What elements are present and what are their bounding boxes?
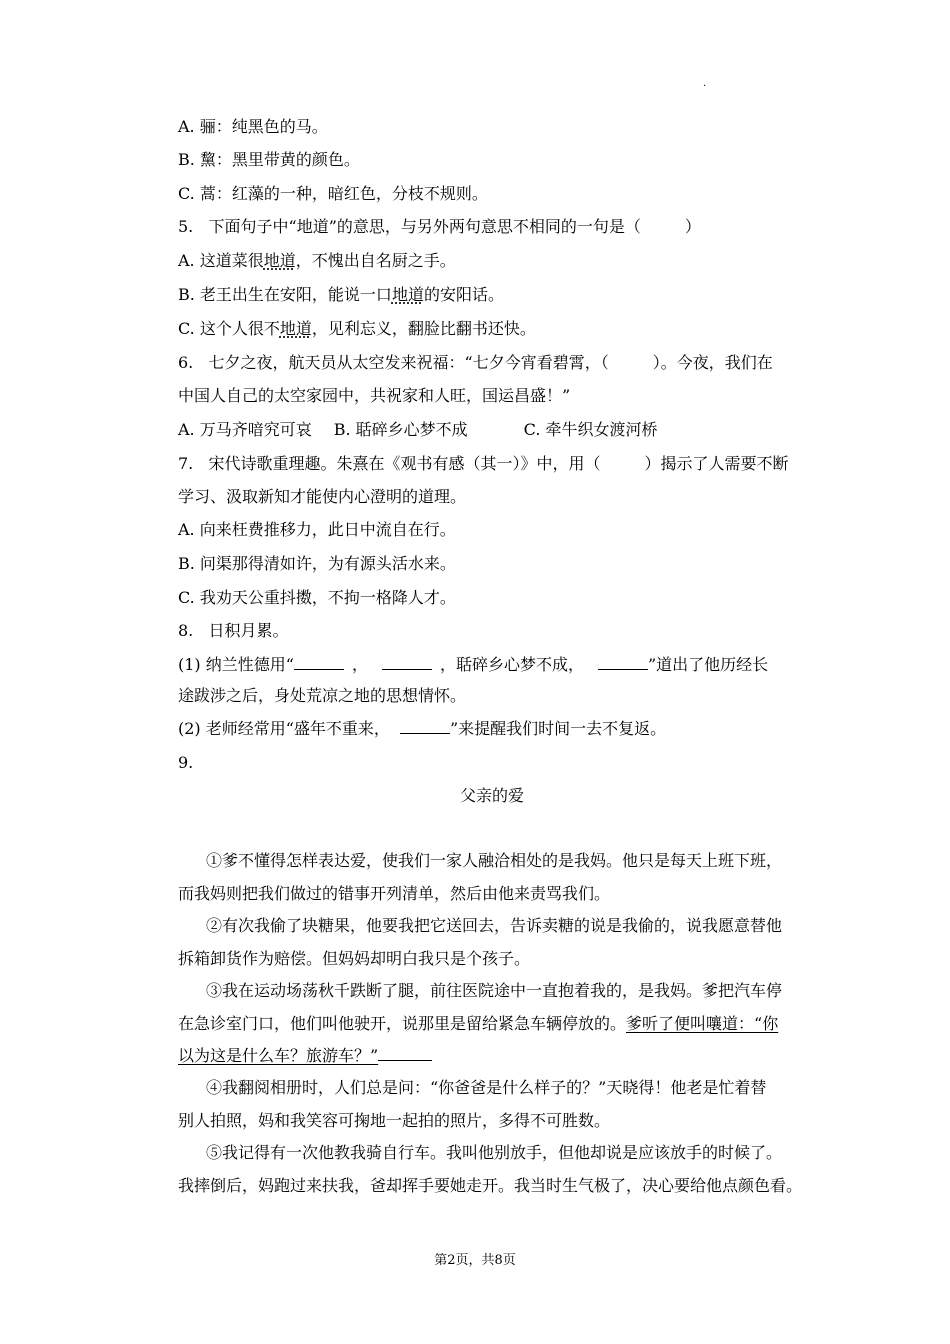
q5-option-a	[178, 251, 456, 271]
q8-p1-d: ”道出了他历经长	[647, 655, 769, 674]
q6-line1-b: ）。今夜，我们在	[652, 353, 773, 372]
header-dot: .	[703, 78, 707, 89]
q5-option-b	[178, 285, 504, 305]
passage-p5-line2: 我摔倒后，妈跑过来扶我，爸却挥手要她走开。我当时生气极了，决心要给他点颜色看。	[178, 1176, 803, 1195]
q5-a-pre: A. 这道菜很	[178, 251, 264, 270]
q6-stem-line1	[178, 353, 773, 373]
q6-options	[178, 420, 658, 440]
q6-option-c: C. 牵牛织女渡河桥	[523, 420, 658, 439]
fill-blank-1[interactable]	[294, 655, 344, 670]
q7-option-a: A. 向来枉费推移力，此日中流自在行。	[178, 520, 456, 539]
q5-b-pre: B. 老王出生在安阳，能说一口	[178, 285, 392, 304]
fill-blank-4[interactable]	[400, 719, 450, 734]
q4-option-c: C. 蒿：红藻的一种，暗红色，分枝不规则。	[178, 184, 488, 203]
fill-blank-2[interactable]	[382, 655, 432, 670]
q8-part2	[178, 719, 666, 739]
q8-p1-b: ，	[351, 655, 368, 674]
passage-p3-underlined-1: 爹听了便叫嚷道：“你	[626, 1014, 779, 1033]
q7-line1-a: 7. 宋代诗歌重理趣。朱熹在《观书有感（其一）》中，用（	[178, 454, 601, 473]
q5-b-post: 的安阳话。	[423, 285, 504, 304]
q7-option-c: C. 我劝天公重抖擞，不拘一格降人才。	[178, 588, 456, 607]
q5-c-pre: C. 这个人很不	[178, 319, 280, 338]
page-footer: 第2页，共8页	[434, 1253, 516, 1268]
passage-p5-line1: ⑤我记得有一次他教我骑自行车。我叫他别放手，但他却说是应该放手的时候了。	[206, 1143, 783, 1162]
q8-part1-line1	[178, 655, 768, 675]
passage-p1-line2: 而我妈则把我们做过的错事开列清单，然后由他来责骂我们。	[178, 884, 611, 903]
passage-p3-line2-text: 在急诊室门口，他们叫他驶开，说那里是留给紧急车辆停放的。	[178, 1014, 627, 1033]
q6-option-a: A. 万马齐喑究可哀	[178, 420, 312, 439]
passage-p1-line1: ①爹不懂得怎样表达爱，使我们一家人融洽相处的是我妈。他只是每天上班下班，	[206, 851, 783, 870]
q5-b-word: 地道	[391, 285, 424, 304]
q5-a-post: ，不愧出自名厨之手。	[295, 251, 456, 270]
passage-p2-line1: ②有次我偷了块糖果，他要我把它送回去，告诉卖糖的说是我偷的，说我愿意替他	[206, 916, 783, 935]
passage-p3-underlined-2: 以为这是什么车？旅游车？”	[178, 1046, 379, 1065]
q5-stem-end: ）	[684, 217, 701, 236]
q8-p1-c: ，聒碎乡心梦不成，	[439, 655, 584, 674]
passage-p3-line1: ③我在运动场荡秋千跌断了腿，前往医院途中一直抱着我的，是我妈。爹把汽车停	[206, 981, 783, 1000]
q5-stem	[178, 217, 701, 237]
passage-p3-line2	[178, 1014, 778, 1034]
q8-part1-line2: 途跋涉之后，身处荒凉之地的思想情怀。	[178, 686, 467, 705]
q7-option-b: B. 问渠那得清如许，为有源头活水来。	[178, 554, 456, 573]
passage-title: 父亲的爱	[459, 786, 524, 805]
q5-c-word: 地道	[279, 319, 312, 338]
fill-blank-3[interactable]	[598, 655, 648, 670]
passage-p2-line2: 拆箱卸货作为赔偿。但妈妈却明白我只是个孩子。	[178, 949, 531, 968]
passage-p4-line2: 别人拍照，妈和我笑容可掬地一起拍的照片，多得不可胜数。	[178, 1111, 611, 1130]
q5-c-post: ，见利忘义，翻脸比翻书还快。	[311, 319, 536, 338]
q9-number: 9.	[178, 753, 194, 772]
q8-p2-b: ”来提醒我们时间一去不复返。	[449, 719, 667, 738]
q7-stem-line2: 学习、汲取新知才能使内心澄明的道理。	[178, 487, 467, 506]
q5-option-c	[178, 319, 536, 339]
q8-p1-a: (1) 纳兰性德用“	[178, 655, 294, 674]
q5-a-word: 地道	[263, 251, 296, 270]
q8-p2-a: (2) 老师经常用“盛年不重来，	[178, 719, 390, 738]
passage-p3-line3	[178, 1046, 432, 1066]
q8-stem: 8. 日积月累。	[178, 621, 289, 640]
q7-stem-line1	[178, 454, 789, 474]
q4-option-a: A. 骊：纯黑色的马。	[178, 117, 328, 136]
underline-extension	[378, 1059, 432, 1061]
q5-stem-text: 5. 下面句子中“地道”的意思，与另外两句意思不相同的一句是（	[178, 217, 641, 236]
q6-option-b: B. 聒碎乡心梦不成	[333, 420, 468, 439]
q4-option-b: B. 黧：黑里带黄的颜色。	[178, 150, 360, 169]
q7-line1-b: ）揭示了人需要不断	[644, 454, 789, 473]
q6-stem-line2: 中国人自己的太空家园中，共祝家和人旺，国运昌盛！”	[178, 386, 571, 405]
q6-line1-a: 6. 七夕之夜，航天员从太空发来祝福：“七夕今宵看碧霄，（	[178, 353, 609, 372]
passage-p4-line1: ④我翻阅相册时，人们总是问：“你爸爸是什么样子的？”天晓得！他老是忙着替	[206, 1078, 767, 1097]
